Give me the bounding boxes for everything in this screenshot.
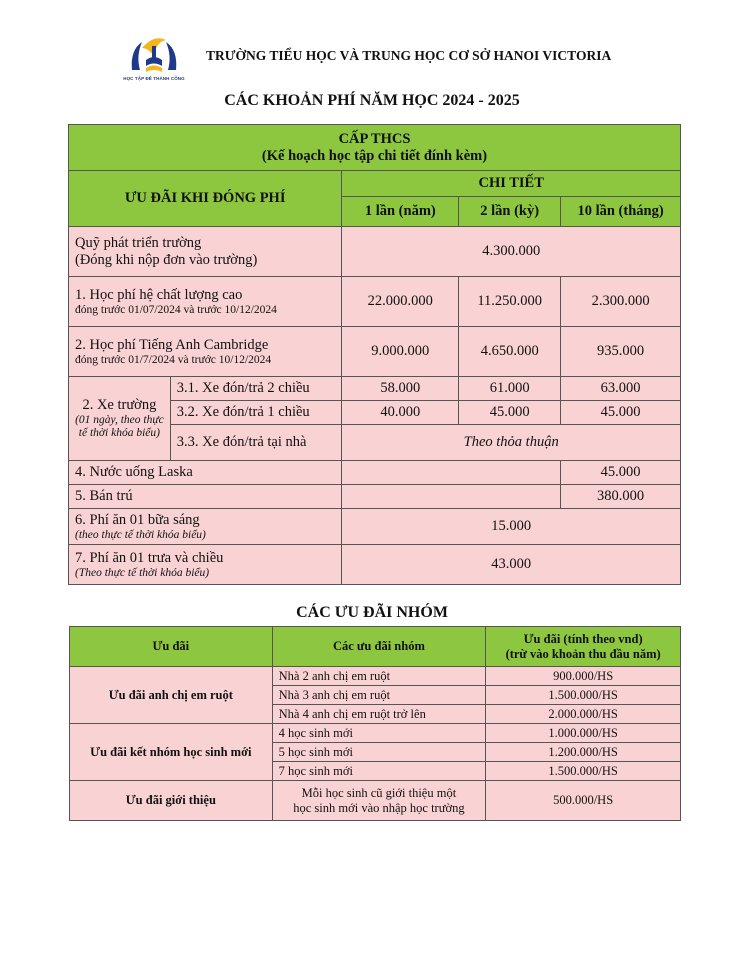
english-label-cell	[69, 327, 342, 377]
sibling-value-1: 900.000/HS	[486, 667, 681, 686]
school-logo-icon	[124, 30, 184, 80]
boarding-row	[69, 485, 681, 509]
fund-label: Quỹ phát triển trường	[75, 234, 202, 251]
new-group-desc-3: 7 học sinh mới	[272, 762, 486, 781]
bus-two-way-twice: 61.000	[459, 377, 561, 401]
water-ten: 45.000	[561, 461, 681, 485]
sibling-desc-3: Nhà 4 anh chị em ruột trở lên	[272, 705, 486, 724]
referral-label: Ưu đãi giới thiệu	[70, 781, 273, 821]
fund-note: (Đóng khi nộp đơn vào trường)	[75, 251, 258, 268]
english-row	[69, 327, 681, 377]
breakfast-value: 15.000	[342, 509, 681, 545]
water-row	[69, 461, 681, 485]
boarding-empty	[342, 485, 561, 509]
bus-label-cell	[69, 377, 171, 461]
detail-header: CHI TIẾT	[342, 171, 681, 197]
bus-home-value: Theo thỏa thuận	[342, 425, 681, 461]
new-group-label: Ưu đãi kết nhóm học sinh mới	[70, 724, 273, 781]
bus-two-way-ten: 63.000	[561, 377, 681, 401]
col-discount-header: Ưu đãi	[70, 627, 273, 667]
fund-value: 4.300.000	[342, 227, 681, 277]
plan-note: (Kế hoạch học tập chi tiết đính kèm)	[261, 147, 488, 164]
bus-one-way-label: 3.2. Xe đón/trả 1 chiều	[170, 401, 342, 425]
table-row	[70, 781, 681, 821]
new-group-value-2: 1.200.000/HS	[486, 743, 681, 762]
fee-table-title-row	[69, 125, 681, 171]
english-label: 2. Học phí Tiếng Anh Cambridge	[75, 336, 269, 353]
bus-two-way-row	[69, 377, 681, 401]
sibling-desc-1: Nhà 2 anh chị em ruột	[272, 667, 486, 686]
boarding-ten: 380.000	[561, 485, 681, 509]
page-title: CÁC KHOẢN PHÍ NĂM HỌC 2024 - 2025	[224, 92, 520, 109]
bus-one-way-ten: 45.000	[561, 401, 681, 425]
breakfast-label: 6. Phí ăn 01 bữa sáng	[75, 511, 200, 528]
col-ten-header: 10 lần (tháng)	[561, 197, 681, 227]
col-group-header: Các ưu đãi nhóm	[272, 627, 486, 667]
fund-row	[69, 227, 681, 277]
breakfast-note: (theo thực tế thời khóa biểu)	[75, 528, 206, 541]
new-group-value-1: 1.000.000/HS	[486, 724, 681, 743]
sibling-desc-2: Nhà 3 anh chị em ruột	[272, 686, 486, 705]
tuition-once: 22.000.000	[342, 277, 459, 327]
fee-table-header-row	[69, 171, 681, 197]
level-title	[69, 125, 681, 171]
lunch-note: (Theo thực tế thời khóa biểu)	[75, 566, 210, 579]
new-group-desc-2: 5 học sinh mới	[272, 743, 486, 762]
level-label: CẤP THCS	[338, 130, 411, 147]
sibling-value-2: 1.500.000/HS	[486, 686, 681, 705]
english-ten: 935.000	[561, 327, 681, 377]
group-discount-table	[69, 626, 681, 821]
group-table-header-row	[70, 627, 681, 667]
tuition-ten: 2.300.000	[561, 277, 681, 327]
table-row	[70, 724, 681, 743]
sibling-value-3: 2.000.000/HS	[486, 705, 681, 724]
new-group-desc-1: 4 học sinh mới	[272, 724, 486, 743]
school-logo	[124, 30, 184, 84]
table-row	[70, 667, 681, 686]
bus-one-way-twice: 45.000	[459, 401, 561, 425]
referral-desc-line1: Mỗi học sinh cũ giới thiệu một	[301, 785, 457, 800]
fee-table	[68, 124, 681, 585]
water-label: 4. Nước uống Laska	[69, 461, 342, 485]
siblings-label: Ưu đãi anh chị em ruột	[70, 667, 273, 724]
col-value-line1: Ưu đãi (tính theo vnd)	[523, 631, 643, 646]
tuition-note: đóng trước 01/07/2024 và trước 10/12/2024	[75, 303, 277, 316]
discount-header: ƯU ĐÃI KHI ĐÓNG PHÍ	[69, 171, 342, 227]
english-once: 9.000.000	[342, 327, 459, 377]
fund-label-cell	[69, 227, 342, 277]
col-value-line2: (trừ vào khoản thu đầu năm)	[505, 646, 661, 661]
bus-home-label: 3.3. Xe đón/trả tại nhà	[170, 425, 342, 461]
col-once-header: 1 lần (năm)	[342, 197, 459, 227]
lunch-value: 43.000	[342, 545, 681, 585]
bus-note: (01 ngày, theo thực tế thời khóa biểu)	[75, 414, 164, 439]
col-value-header	[486, 627, 681, 667]
tuition-twice: 11.250.000	[459, 277, 561, 327]
school-header	[124, 30, 684, 86]
tuition-row	[69, 277, 681, 327]
water-empty	[342, 461, 561, 485]
english-note: đóng trước 01/7/2024 và trước 10/12/2024	[75, 353, 272, 366]
bus-label: 2. Xe trường	[82, 397, 157, 413]
tuition-label: 1. Học phí hệ chất lượng cao	[75, 286, 243, 303]
lunch-label-cell	[69, 545, 342, 585]
tuition-label-cell	[69, 277, 342, 327]
bus-one-way-once: 40.000	[342, 401, 459, 425]
referral-desc	[272, 781, 486, 821]
bus-two-way-once: 58.000	[342, 377, 459, 401]
referral-desc-line2: học sinh mới vào nhập học trường	[293, 800, 465, 815]
bus-two-way-label: 3.1. Xe đón/trả 2 chiều	[170, 377, 342, 401]
logo-caption: HỌC TẬP ĐỂ THÀNH CÔNG	[123, 76, 185, 81]
breakfast-label-cell	[69, 509, 342, 545]
lunch-row	[69, 545, 681, 585]
english-twice: 4.650.000	[459, 327, 561, 377]
school-name: TRƯỜNG TIỂU HỌC VÀ TRUNG HỌC CƠ SỞ HANOI VICTORIA	[206, 48, 612, 63]
group-section-title: CÁC ƯU ĐÃI NHÓM	[296, 604, 448, 621]
referral-value: 500.000/HS	[486, 781, 681, 821]
breakfast-row	[69, 509, 681, 545]
lunch-label: 7. Phí ăn 01 trưa và chiều	[75, 549, 224, 566]
new-group-value-3: 1.500.000/HS	[486, 762, 681, 781]
boarding-label: 5. Bán trú	[69, 485, 342, 509]
col-twice-header: 2 lần (kỳ)	[459, 197, 561, 227]
